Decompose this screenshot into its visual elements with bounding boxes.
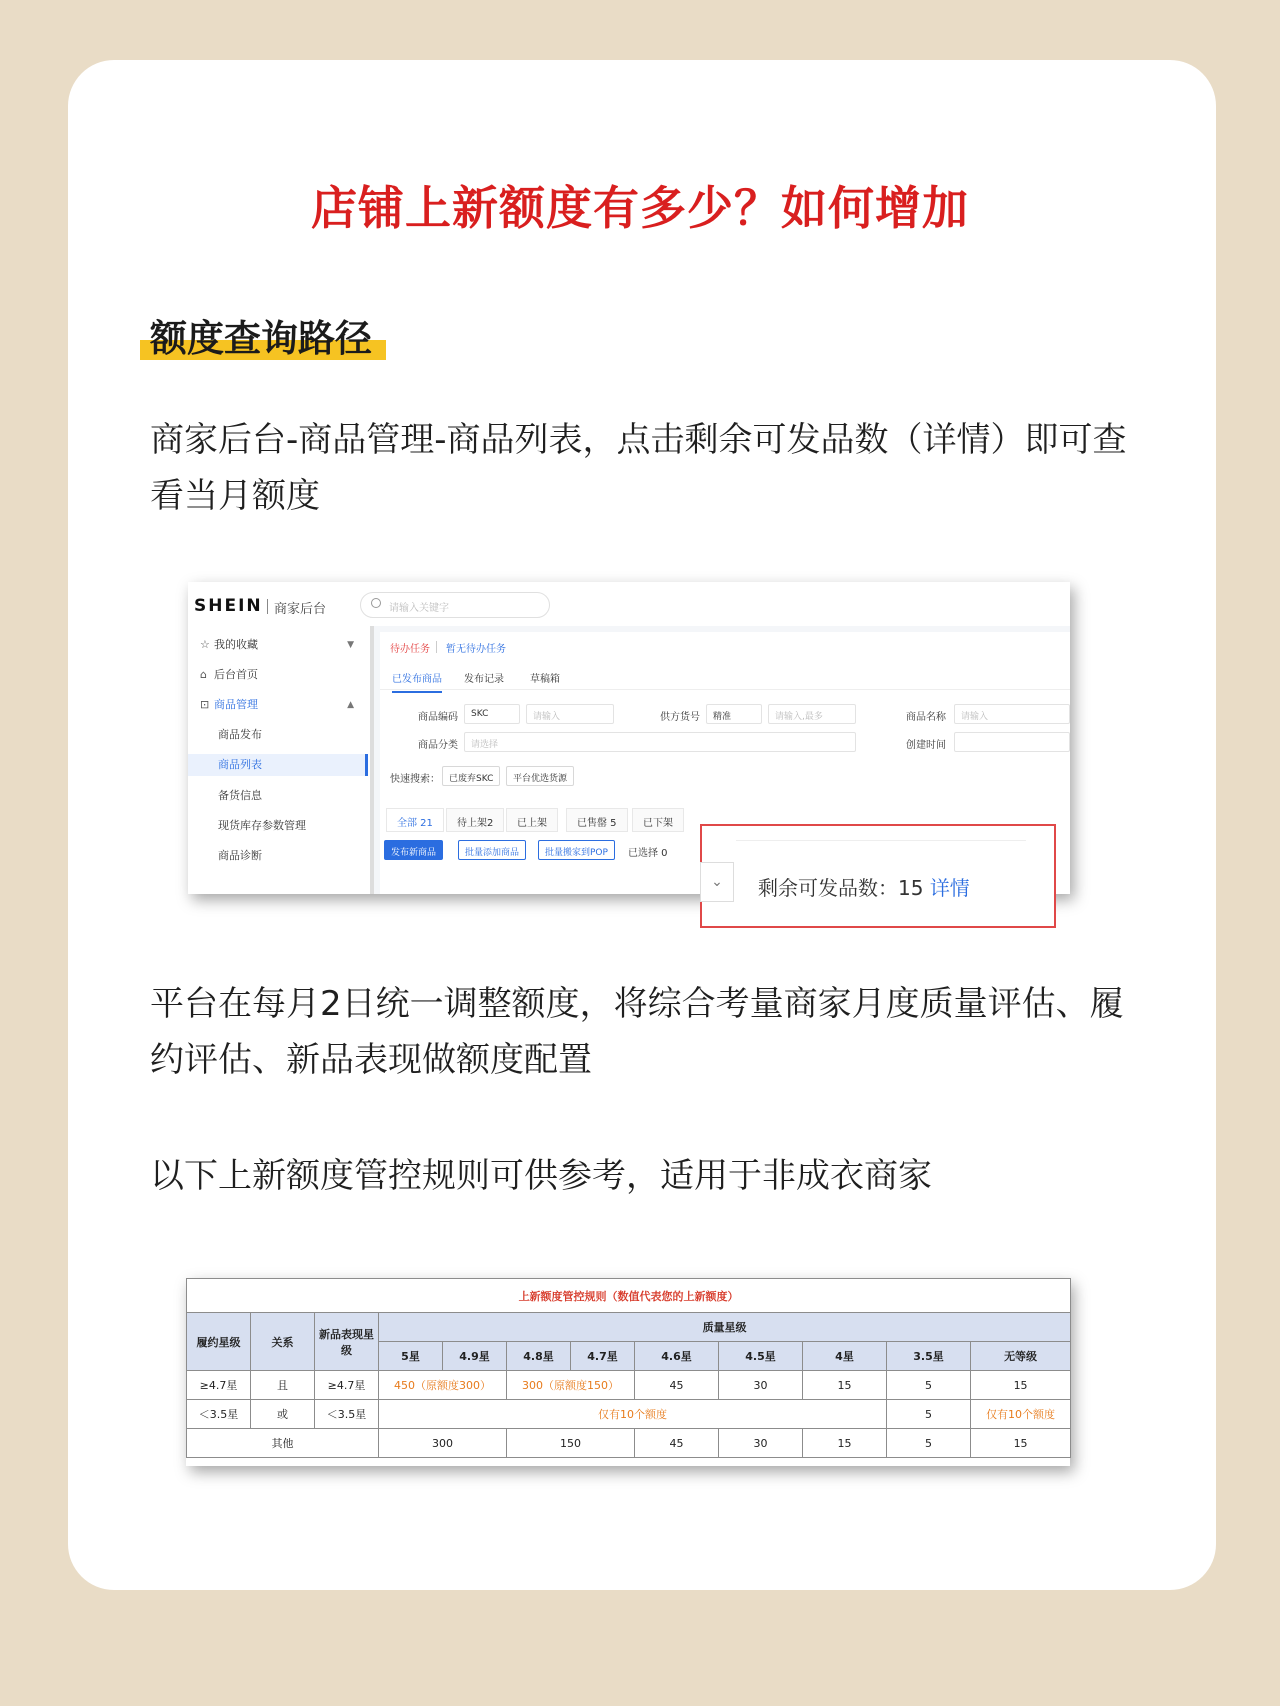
batch-move-pop-button[interactable]: 批量搬家到POP: [538, 840, 615, 860]
no-todo-label: 暂无待办任务: [446, 644, 506, 655]
status-tab-listed[interactable]: 已上架: [506, 808, 558, 832]
publish-new-button[interactable]: 发布新商品: [384, 840, 443, 860]
created-time-input[interactable]: [954, 732, 1070, 752]
sidebar-item-inventory-params[interactable]: 现货库存参数管理: [218, 819, 306, 832]
search-icon: [371, 598, 381, 608]
quick-tag-preferred-source[interactable]: 平台优选货源: [506, 766, 574, 786]
sidebar-label: 商品管理: [214, 698, 258, 711]
sidebar-item-goods-management[interactable]: [200, 694, 360, 716]
todo-tab[interactable]: 待办任务: [390, 644, 430, 655]
callout-divider: [736, 840, 1026, 841]
cell-value: 45: [635, 1371, 719, 1400]
batch-add-button[interactable]: 批量添加商品: [458, 840, 526, 860]
sidebar-item-favorites[interactable]: [200, 634, 360, 656]
quality-level: 5星: [379, 1342, 443, 1371]
name-input[interactable]: 请输入: [954, 704, 1070, 724]
cell-value: 450（原额度300）: [379, 1371, 507, 1400]
quota-detail-link[interactable]: 详情: [929, 876, 970, 900]
selected-count: 已选择 0: [628, 848, 668, 859]
cell-relation: 且: [251, 1371, 315, 1400]
page-title: 店铺上新额度有多少？如何增加: [311, 181, 969, 235]
sidebar-item-home[interactable]: [200, 664, 360, 686]
cell-value: 150: [507, 1429, 635, 1458]
star-icon: ☆: [200, 638, 210, 651]
cell-value: 15: [971, 1371, 1071, 1400]
cell-value: 5: [887, 1400, 971, 1429]
cell-value: 30: [719, 1429, 803, 1458]
tab-publish-record[interactable]: 发布记录: [464, 674, 504, 685]
chevron-down-icon[interactable]: ⌄: [700, 862, 734, 902]
paragraph-query-path: 商家后台-商品管理-商品列表，点击剩余可发品数（详情）即可查看当月额度: [150, 420, 1127, 516]
quality-level: 无等级: [971, 1342, 1071, 1371]
sidebar-item-stock-info[interactable]: 备货信息: [218, 789, 262, 802]
quality-level: 3.5星: [887, 1342, 971, 1371]
quality-level: 4星: [803, 1342, 887, 1371]
sidebar-item-publish[interactable]: 商品发布: [218, 728, 262, 741]
cell-only10: 仅有10个额度: [379, 1400, 887, 1429]
cell-value: 5: [887, 1429, 971, 1458]
cell-value: 15: [803, 1429, 887, 1458]
header-quality: 质量星级: [379, 1313, 1071, 1342]
cell-new-performance: ＜3.5星: [315, 1400, 379, 1429]
header-fulfillment: 履约星级: [187, 1313, 251, 1371]
name-label: 商品名称: [906, 712, 946, 723]
status-tab-delisted[interactable]: 已下架: [632, 808, 684, 832]
cell-value: 45: [635, 1429, 719, 1458]
search-input[interactable]: [360, 592, 550, 618]
section-heading-text: 额度查询路径: [150, 317, 372, 360]
status-tab-sold-out[interactable]: 已售罄 5: [566, 808, 628, 832]
table-row: [187, 1400, 1071, 1429]
cell-relation: 或: [251, 1400, 315, 1429]
header-new-performance: 新品表现星级: [315, 1313, 379, 1371]
table-title: 上新额度管控规则（数值代表您的上新额度）: [187, 1279, 1071, 1313]
shein-logo: SHEIN: [194, 596, 263, 616]
quality-level: 4.9星: [443, 1342, 507, 1371]
goods-tabs: [380, 662, 1070, 690]
code-type-select[interactable]: SKC: [464, 704, 520, 724]
cell-value: 5: [887, 1371, 971, 1400]
quality-level: 4.7星: [571, 1342, 635, 1371]
sidebar: [188, 626, 370, 894]
chevron-down-icon: ▼: [347, 640, 354, 650]
cell-value: 300: [379, 1429, 507, 1458]
logo-divider: [267, 599, 268, 614]
quick-tag-abandoned-skc[interactable]: 已废弃SKC: [442, 766, 500, 786]
quota-rules-table: [186, 1278, 1070, 1466]
cell-fulfillment: ＜3.5星: [187, 1400, 251, 1429]
table-row: [187, 1371, 1071, 1400]
sidebar-item-diagnosis[interactable]: 商品诊断: [218, 849, 262, 862]
sidebar-label: 我的收藏: [214, 638, 258, 651]
remaining-quota-label: 剩余可发品数：15: [758, 876, 924, 900]
code-label: 商品编码: [418, 712, 458, 723]
code-input[interactable]: 请输入: [526, 704, 614, 724]
category-label: 商品分类: [418, 740, 458, 751]
sidebar-label: 后台首页: [214, 668, 258, 681]
search-placeholder: 请输入关键字: [389, 603, 449, 614]
paragraph-adjustment: 平台在每月2日统一调整额度，将综合考量商家月度质量评估、履约评估、新品表现做额度配置: [150, 984, 1124, 1080]
cell-other: 其他: [187, 1429, 379, 1458]
paragraph-rules-intro: 以下上新额度管控规则可供参考，适用于非成衣商家: [150, 1156, 932, 1196]
sidebar-item-goods-list[interactable]: 商品列表: [188, 754, 368, 776]
table-row: [187, 1429, 1071, 1458]
top-bar: [188, 582, 1070, 626]
cell-value: 300（原额度150）: [507, 1371, 635, 1400]
created-time-label: 创建时间: [906, 740, 946, 751]
cell-fulfillment: ≥4.7星: [187, 1371, 251, 1400]
supplier-label: 供方货号: [660, 712, 700, 723]
todo-divider: [436, 641, 437, 653]
cell-value: 30: [719, 1371, 803, 1400]
remaining-quota-callout: [700, 824, 1056, 928]
tab-drafts[interactable]: 草稿箱: [530, 674, 560, 685]
status-tab-pending[interactable]: 待上架2: [446, 808, 504, 832]
supplier-type-select[interactable]: 精准: [706, 704, 762, 724]
cell-new-performance: ≥4.7星: [315, 1371, 379, 1400]
quality-level: 4.6星: [635, 1342, 719, 1371]
category-select[interactable]: 请选择: [464, 732, 856, 752]
cell-none-only10: 仅有10个额度: [971, 1400, 1071, 1429]
remaining-quota-text: [758, 872, 970, 901]
supplier-input[interactable]: 请输入,最多: [768, 704, 856, 724]
home-icon: ⌂: [200, 668, 207, 681]
cell-value: 15: [803, 1371, 887, 1400]
quick-search-label: 快速搜索：: [390, 774, 440, 785]
section-heading: [140, 308, 382, 362]
status-tab-all[interactable]: 全部 21: [386, 808, 444, 832]
cell-value: 15: [971, 1429, 1071, 1458]
header-relation: 关系: [251, 1313, 315, 1371]
tab-published[interactable]: 已发布商品: [392, 670, 442, 693]
logo-subtitle: 商家后台: [274, 602, 327, 617]
quality-level: 4.8星: [507, 1342, 571, 1371]
quality-level: 4.5星: [719, 1342, 803, 1371]
lock-icon: ⊡: [200, 698, 210, 711]
chevron-up-icon: ▲: [347, 700, 354, 710]
